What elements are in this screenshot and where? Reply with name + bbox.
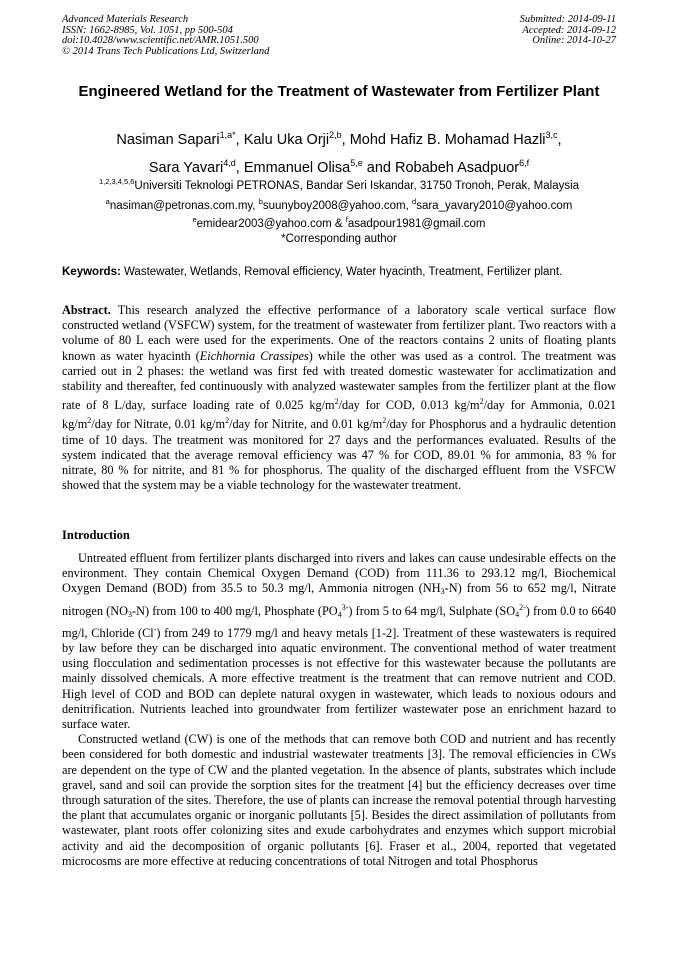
and-word: and bbox=[366, 159, 391, 176]
corresponding-star: * bbox=[232, 130, 236, 140]
accepted-date: Accepted: 2014-09-12 bbox=[522, 24, 616, 36]
email-link[interactable]: emidear2003@yahoo.com & bbox=[196, 217, 343, 230]
author-marker: 5,e bbox=[350, 157, 363, 168]
author-list: Nasiman Sapari$^{1,a*}$, Kalu Uka Orji$^{2,b}$, Mohd Hafiz B. Mohamad Hazli$^{3,c}$, Sara Yavari$^{4,d}$, Emmanuel Olisa$^{5,e}$ and Robabeh Asadpuor$^{6,f}$ bbox=[116, 130, 562, 176]
author-marker: 6,f bbox=[519, 157, 530, 168]
copyright: © 2014 Trans Tech Publications Ltd, Switzerland bbox=[62, 45, 270, 57]
issn: ISSN: 1662-8985, Vol. 1051, pp 500-504 bbox=[62, 24, 233, 36]
email-link[interactable]: asadpour1981@gmail.com bbox=[347, 217, 486, 230]
affiliation bbox=[62, 174, 616, 194]
author-name: Robabeh Asadpuor bbox=[394, 159, 520, 176]
author-name: Sara Yavari bbox=[148, 159, 224, 176]
abstract-label: Abstract. bbox=[62, 303, 111, 317]
author-marker: 3,c bbox=[545, 130, 558, 140]
online-date: Online: 2014-10-27 bbox=[532, 35, 616, 46]
journal-info bbox=[62, 15, 269, 57]
author-name: Emmanuel Olisa bbox=[243, 159, 351, 176]
email-list: $^a$nasiman@petronas.com.my, $^b$suunyboy2008@yahoo.com, $^d$sara_yavary2010@yahoo.com $^e$emidear2003@yahoo.com & $^f$asadpour1981@gmail.com bbox=[105, 197, 573, 230]
species-name: Eichhornia Crassipes bbox=[199, 348, 309, 363]
email-link[interactable]: suunyboy2008@yahoo.com, bbox=[262, 199, 409, 212]
abstract: Abstract. This research analyzed the effective performance of a laboratory scale vertical surface flow constructed wetland (VSFCW) system, for the treatment of wastewater from fertilizer plant. Two reactors with a volume of 80 L each were used for the experiments. One of the reactors contains 2 units of floating plants known as water hyacinth (Eichhornia Crassipes) while the other was used as a control. The treatment was carried out in 2 phases: the wetland was first fed with treated domestic wastewater for acclimatization and stability and thereafter, fed continuously with analyzed wastewater samples from the fertilizer plant at the flow rate of 8 L/day, surface loading rate of 0.025 $kg/m^2$/day for COD, 0.013 $kg/m^2$/day for Ammonia, 0.021 $kg/m^2$/day for Nitrate, 0.01 $kg/m^2$/day for Nitrite, and 0.01 $kg/m^2$/day for Phosphorus and a hydraulic detention time of 10 days. The treatment was monitored for 27 days and the performances evaluated. Results of the system indicated that the average removal efficiency was 47 % for COD, 89.01 % for ammonia, 83 % for nitrate, 80 % for nitrite, and 81 % for phosphorus. The quality of the discharged effluent from the VSFCW showed that the system may be a viable technology for the wastewater treatment. bbox=[62, 303, 617, 493]
paragraph: Constructed wetland (CW) is one of the methods that can remove both COD and nutrient and has recently been considered for both domestic and industrial wastewater treatments [3]. The removal efficiencies in CWs are dependent on the type of CW and the planted vegetation. In the absence of plants, substrates which include gravel, sand and soil can provide the sorption sites for the treatment [4] but the efficiency decreases over time through saturation of the sites. Therefore, the use of plants can increase the removal potential through harvesting the plant that accumulates organic or inorganic pollutants [5]. Besides the direct assimilation of pollutants from wastewater, plant roots offer colonizing sites and exude carbohydrates and enzymes which support microbial activity and aid the decomposition of organic pollutants [6]. Fraser et al., 2004, reported that vegetated microcosms are more effective at reducing concentrations of total Nitrogen and total Phosphorus bbox=[62, 732, 616, 868]
keywords-label: Keywords: bbox=[62, 266, 121, 278]
submitted-date: Submitted: 2014-09-11 bbox=[519, 14, 616, 25]
doi: doi:10.4028/www.scientific.net/AMR.1051.500 bbox=[62, 35, 259, 46]
author-marker: 1,a bbox=[219, 130, 233, 140]
email-link[interactable]: sara_yavary2010@yahoo.com bbox=[416, 199, 573, 212]
keywords-text: Wastewater, Wetlands, Removal efficiency, Water hyacinth, Treatment, Fertilizer plant. bbox=[124, 266, 563, 278]
introduction-body bbox=[62, 551, 616, 869]
author-name: Kalu Uka Orji bbox=[243, 131, 330, 148]
email-link[interactable]: nasiman@petronas.com.my, bbox=[109, 199, 256, 212]
author-marker: 2,b bbox=[329, 130, 342, 140]
affiliation-marker: 1,2,3,4,5,6 bbox=[98, 177, 135, 186]
keywords bbox=[62, 265, 616, 279]
journal-name: Advanced Materials Research bbox=[62, 14, 189, 25]
corresponding-note: *Corresponding author bbox=[281, 233, 397, 245]
author-marker: 4,d bbox=[223, 157, 236, 168]
paragraph: Untreated effluent from fertilizer plants discharged into rivers and lakes can cause undesirable effects on the environment. They contain Chemical Oxygen Demand (COD) from 111.36 to 293.12 mg/l, Biochemical Oxygen Demand (BOD) from 35.5 to 50.3 mg/l, Ammonia nitrogen $(NH_3-N)$ from 56 to 652 mg/l, Nitrate nitrogen $(NO_3-N)$ from 100 to 400 mg/l, Phosphate $(PO_4^{3-})$ from 5 to 64 mg/l, Sulphate $(SO_4^{2-})$ from 0.0 to 6640 mg/l, Chloride (Cl-) from 249 to 1779 mg/l and heavy metals [1-2]. Treatment of these wastewaters is required by law before they can be discharged into aquatic environment. The conventional method of water treatment using flocculation and sedimentation processes is not effective for this wastewater because the pollutants are mainly dissolved chemicals. A more effective treatment is the treatment that can remove nutrient and COD. High level of COD and BOD can deplete natural oxygen in wastewater, which leads to noxious odours and denitrification. Nutrients leached into groundwater from fertilizer wastewater pose an enrichment hazard to surface water. bbox=[62, 551, 617, 732]
dates-info bbox=[520, 15, 616, 47]
author-name: Mohd Hafiz B. Mohamad Hazli bbox=[349, 131, 546, 148]
paper-title: Engineered Wetland for the Treatment of Wastewater from Fertilizer Plant bbox=[78, 83, 600, 100]
author-name: Nasiman Sapari bbox=[116, 131, 220, 148]
section-heading: Introduction bbox=[62, 528, 130, 542]
affiliation-text: Universiti Teknologi PETRONAS, Bandar Seri Iskandar, 31750 Tronoh, Perak, Malaysia bbox=[134, 179, 580, 192]
